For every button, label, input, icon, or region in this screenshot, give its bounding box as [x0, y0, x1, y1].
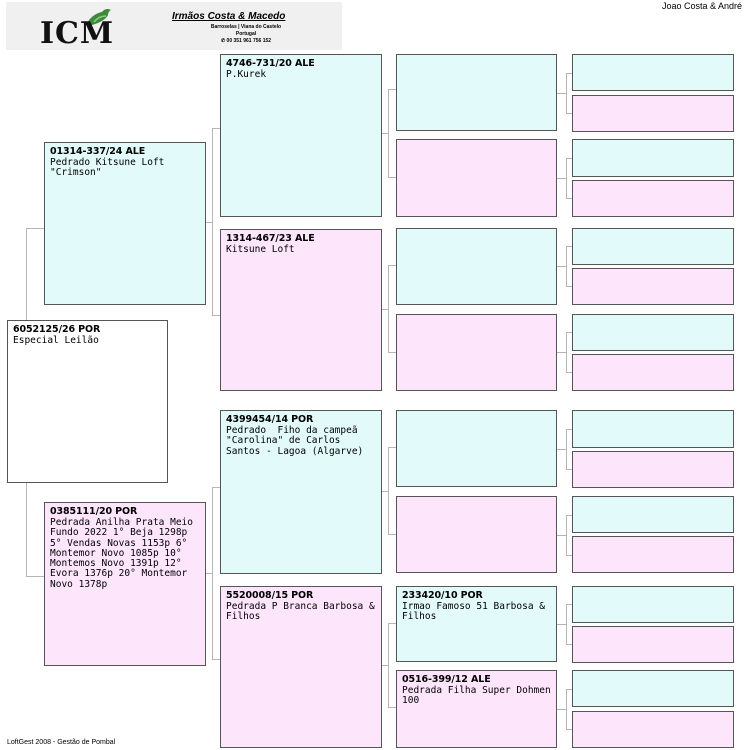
subject-card[interactable] — [7, 320, 168, 483]
gen4-card[interactable] — [572, 711, 734, 748]
gen3-card[interactable] — [396, 139, 557, 217]
gen4-card[interactable] — [572, 451, 734, 488]
gen4-card[interactable] — [572, 670, 734, 707]
ring-number: 6052125/26 POR — [13, 324, 101, 335]
gen4-card[interactable] — [572, 228, 734, 265]
ring-number: 233420/10 POR — [402, 590, 483, 601]
bird-info: Pedrada Anilha Prata Meio Fundo 2022 1° Beja 1298p 5° Vendas Novas 1153p 6° Montemor Novo 1085p 10° Montemos Novo 1391p 12° Evora 1376p 20° Montemor Novo 1378p — [50, 517, 199, 590]
connector — [382, 491, 389, 492]
gen3-card[interactable] — [396, 54, 557, 131]
connector — [557, 535, 567, 536]
logo-country: Portugal — [235, 31, 257, 37]
gen4-card[interactable] — [572, 410, 734, 448]
gen3-card[interactable] — [396, 228, 557, 305]
gen3-card[interactable] — [396, 410, 557, 487]
gen4-card[interactable] — [572, 354, 734, 391]
connector — [205, 222, 213, 223]
gen4-card[interactable] — [572, 139, 734, 177]
gen4-card[interactable] — [572, 586, 734, 623]
dam-card[interactable] — [44, 502, 206, 666]
connector — [557, 266, 567, 267]
connector — [557, 709, 567, 710]
connector — [26, 228, 27, 321]
ring-number: 4746-731/20 ALE — [226, 58, 315, 69]
ring-number: 5520008/15 POR — [226, 590, 314, 601]
connector — [26, 228, 45, 229]
connector — [557, 352, 567, 353]
bird-info: Pedrada Filha Super Dohmen 100 — [402, 685, 557, 707]
bird-info: Irmao Famoso 51 Barbosa & Filhos — [402, 601, 551, 623]
sire-card[interactable] — [44, 142, 206, 305]
bird-info: Kitsune Loft — [226, 244, 295, 255]
ring-number: 01314-337/24 ALE — [50, 146, 146, 157]
connector — [26, 482, 27, 576]
bird-info: Pedrado Kitsune Loft "Crimson" — [50, 157, 171, 179]
connector — [557, 93, 567, 94]
ring-number: 0516-399/12 ALE — [402, 674, 491, 685]
sire-dam-card[interactable] — [220, 229, 382, 391]
gen4-card[interactable] — [572, 95, 734, 132]
phone-icon: ✆ — [220, 38, 227, 44]
gen4-card[interactable] — [572, 268, 734, 305]
gen4-card[interactable] — [572, 180, 734, 217]
dam-dam-card[interactable] — [220, 586, 382, 748]
ring-number: 1314-467/23 ALE — [226, 233, 315, 244]
connector — [557, 449, 567, 450]
gen3-card[interactable] — [396, 496, 557, 573]
connector — [557, 624, 567, 625]
logo-phone — [172, 38, 320, 44]
logo-title: Irmãos Costa & Macedo — [172, 11, 286, 22]
bird-info: Pedrada P Branca Barbosa & Filhos — [226, 601, 381, 623]
gen3-card[interactable] — [396, 586, 557, 662]
logo-address: Barroselas | Viana do Castelo — [210, 24, 282, 30]
gen4-card[interactable] — [572, 54, 734, 91]
connector — [205, 573, 213, 574]
connector — [382, 133, 389, 134]
sire-sire-card[interactable] — [220, 54, 382, 217]
bird-info: Especial Leilão — [13, 335, 99, 346]
owner-name: Joao Costa & André — [661, 1, 742, 11]
gen4-card[interactable] — [572, 314, 734, 351]
connector — [26, 576, 45, 577]
connector — [557, 178, 567, 179]
gen4-card[interactable] — [572, 496, 734, 533]
dam-sire-card[interactable] — [220, 410, 382, 574]
gen3-card[interactable] — [396, 314, 557, 391]
ring-number: 0385111/20 POR — [50, 506, 138, 517]
footer-credit: LoftGest 2008 - Gestão de Pombal — [7, 739, 116, 746]
logo-wordmark: ICM — [40, 16, 115, 51]
gen4-card[interactable] — [572, 536, 734, 573]
bird-info: P.Kurek — [226, 69, 267, 80]
gen3-card[interactable] — [396, 670, 557, 748]
ring-number: 4399454/14 POR — [226, 414, 314, 425]
connector — [382, 309, 389, 310]
gen4-card[interactable] — [572, 626, 734, 663]
breeder-logo — [6, 2, 342, 50]
bird-info: Pedrado Fiho da campeã "Carolina" de Carlos Santos - Lagoa (Algarve) — [226, 425, 364, 457]
connector — [382, 665, 389, 666]
logo-phone-number: 00 351 961 756 152 — [226, 38, 272, 44]
